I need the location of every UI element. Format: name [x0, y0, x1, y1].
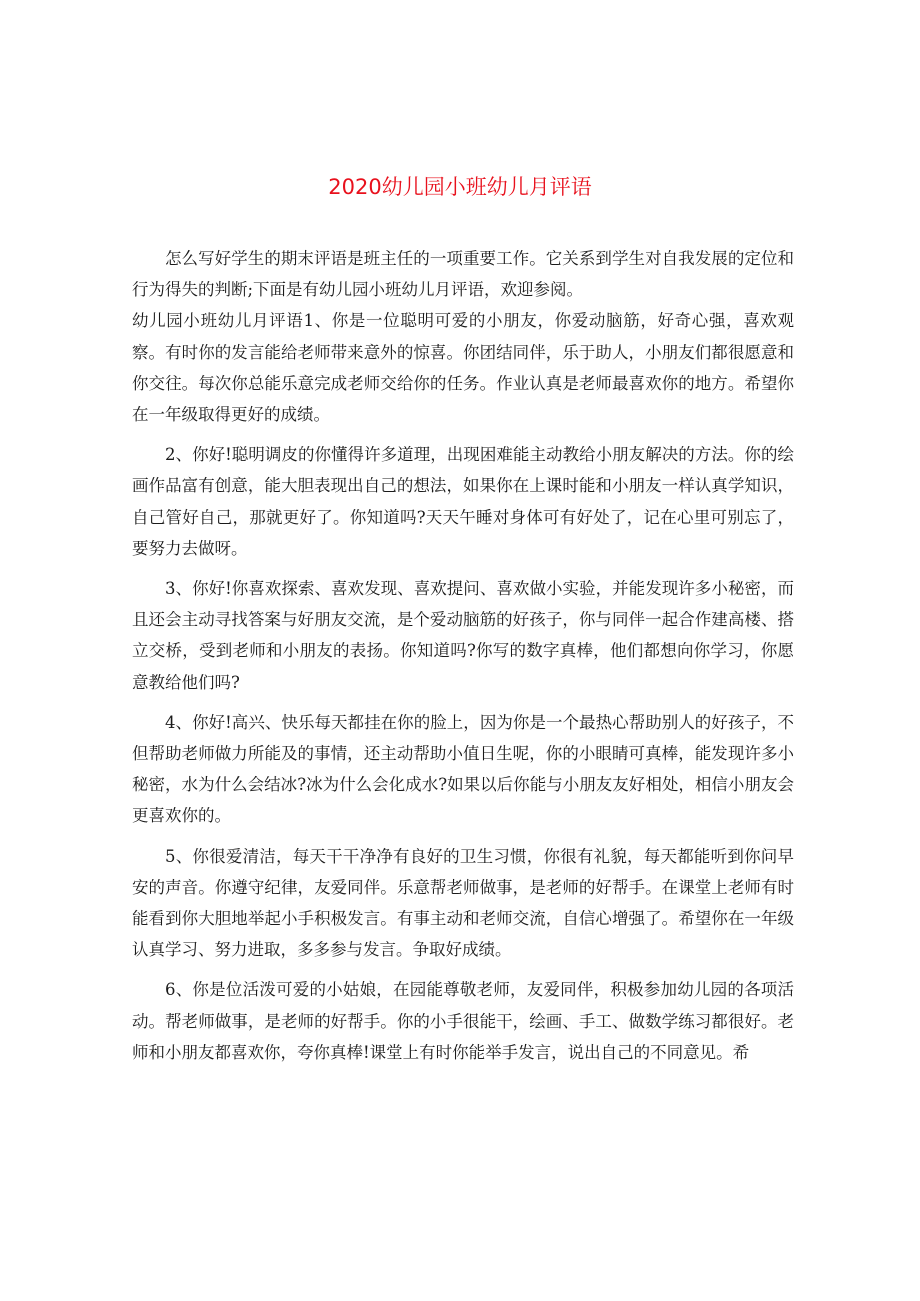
- paragraph-comment-3: 3、你好!你喜欢探索、喜欢发现、喜欢提问、喜欢做小实验，并能发现许多小秘密，而且还会主动寻找答案与好朋友交流，是个爱动脑筋的好孩子，你与同伴一起合作建高楼、搭立交桥，受到老师和小朋友的表扬。你知道吗?你写的数字真棒，他们都想向你学习，你愿意教给他们吗?: [132, 579, 794, 692]
- paragraph-comment-4: 4、你好!高兴、快乐每天都挂在你的脸上，因为你是一个最热心帮助别人的好孩子，不但帮助老师做力所能及的事情，还主动帮助小值日生呢，你的小眼睛可真棒，能发现许多小秘密，水为什么会结冰?冰为什么会化成水?如果以后你能与小朋友友好相处，相信小朋友会更喜欢你的。: [132, 712, 794, 826]
- paragraph-comment-2: 2、你好!聪明调皮的你懂得许多道理，出现困难能主动教给小朋友解决的方法。你的绘画作品富有创意，能大胆表现出自己的想法，如果你在上课时能和小朋友一样认真学知识，自己管好自己，那就更好了。你知道吗?天天午睡对身体可有好处了，记在心里可别忘了，要努力去做呀。: [132, 445, 794, 558]
- paragraph-comment-6: 6、你是位活泼可爱的小姑娘，在园能尊敬老师，友爱同伴，积极参加幼儿园的各项活动。帮老师做事，是老师的好帮手。你的小手很能干，绘画、手工、做数学练习都很好。老师和小朋友都喜欢你，夸你真棒!课堂上有时你能举手发言，说出自己的不同意见。希: [132, 980, 794, 1062]
- paragraph-comment-1: 幼儿园小班幼儿月评语1、你是一位聪明可爱的小朋友，你爱动脑筋，好奇心强，喜欢观察。有时你的发言能给老师带来意外的惊喜。你团结同伴，乐于助人，小朋友们都很愿意和你交往。每次你总能乐意完成老师交给你的任务。作业认真是老师最喜欢你的地方。希望你在一年级取得更好的成绩。: [132, 311, 794, 425]
- paragraph-comment-5: 5、你很爱清洁，每天干干净净有良好的卫生习惯，你很有礼貌，每天都能听到你问早安的声音。你遵守纪律，友爱同伴。乐意帮老师做事，是老师的好帮手。在课堂上老师有时能看到你大胆地举起小手积极发言。有事主动和老师交流，自信心增强了。希望你在一年级认真学习、努力进取，多多参与发言。争取好成绩。: [132, 846, 794, 960]
- paragraph-intro: 怎么写好学生的期末评语是班主任的一项重要工作。它关系到学生对自我发展的定位和行为得失的判断;下面是有幼儿园小班幼儿月评语，欢迎参阅。: [132, 249, 794, 300]
- document-title: 2020幼儿园小班幼儿月评语: [328, 175, 592, 199]
- document-body: [132, 243, 794, 1068]
